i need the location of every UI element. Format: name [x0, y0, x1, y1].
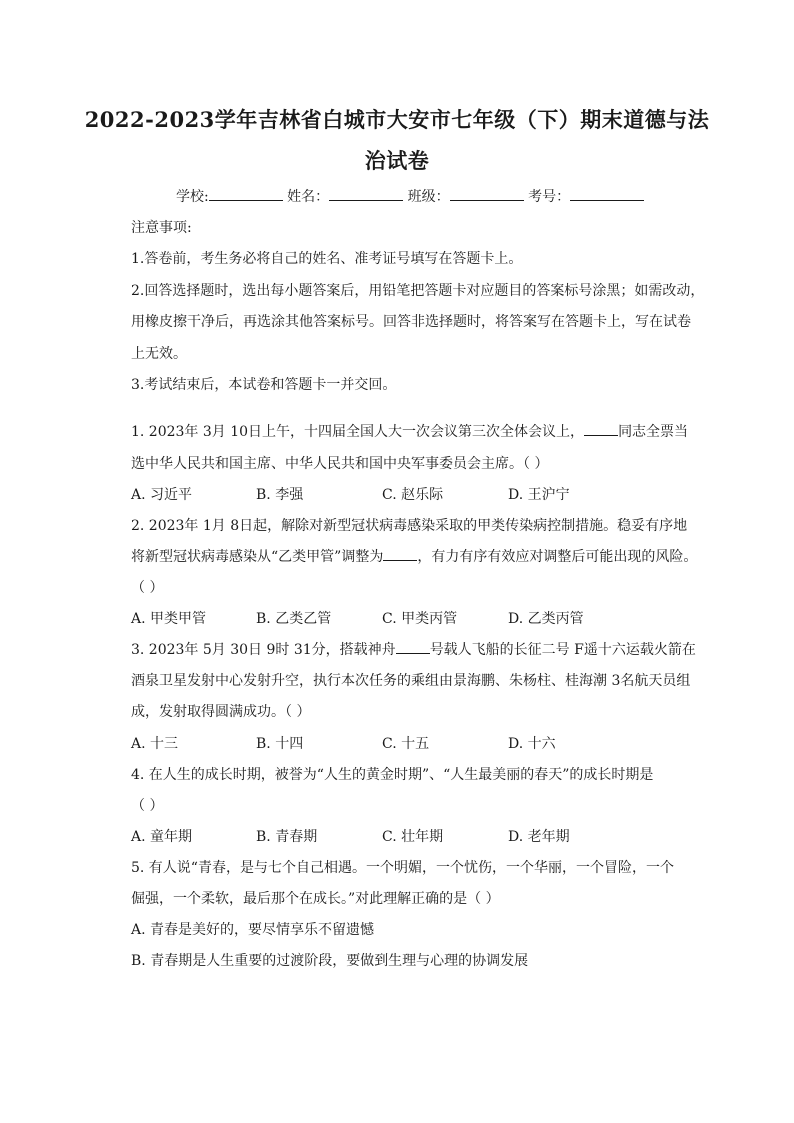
question-1-option-d: D. 王沪宁 [508, 487, 570, 503]
exam-title-line2: 治试卷 [364, 148, 430, 173]
question-3-option-c: C. 十五 [382, 736, 430, 752]
student-info-row [176, 186, 644, 206]
question-4-option-a: A. 童年期 [131, 829, 193, 845]
answer-blank [584, 423, 618, 436]
exam-no-blank [570, 188, 644, 201]
question-2-line-3: （ ） [131, 580, 164, 596]
question-3-line-1: 3. 2023年 5月 30日 9时 31分，搭载神舟 号载人飞船的长征二号 F遥十六运载火箭在 [131, 642, 696, 658]
question-5-line-1: 5. 有人说“青春，是与七个自己相遇。一个明媚，一个忧伤，一个华丽，一个冒险，一个 [131, 860, 674, 876]
question-2-option-d: D. 乙类丙管 [508, 611, 584, 627]
question-5-line-2: 倔强，一个柔软，最后那个在成长。”对此理解正确的是（ ） [131, 891, 500, 907]
class-label: 班级： [407, 189, 450, 205]
notice-item-3: 3.考试结束后，本试卷和答题卡一并交回。 [131, 377, 397, 393]
school-blank [209, 188, 283, 201]
question-2-line-2: 将新型冠状病毒感染从“乙类甲管”调整为 ，有力有序有效应对调整后可能出现的风险。 [131, 549, 698, 565]
notice-heading: 注意事项: [131, 220, 192, 236]
school-label: 学校: [176, 189, 209, 205]
question-2-option-c: C. 甲类丙管 [382, 611, 458, 627]
question-4-option-b: B. 青春期 [256, 829, 318, 845]
exam-no-label: 考号： [528, 189, 571, 205]
class-blank [450, 188, 524, 201]
question-4-line-1: 4. 在人生的成长时期，被誉为“人生的黄金时期”、“人生最美丽的春天”的成长时期是 [131, 767, 654, 783]
question-2-line-1: 2. 2023年 1月 8日起，解除对新型冠状病毒感染采取的甲类传染病控制措施。稳妥有序地 [131, 518, 688, 534]
answer-blank [396, 641, 430, 654]
question-3-option-b: B. 十四 [256, 736, 304, 752]
question-1-option-c: C. 赵乐际 [382, 487, 444, 503]
question-4-option-d: D. 老年期 [508, 829, 570, 845]
question-3-option-d: D. 十六 [508, 736, 556, 752]
question-1-option-a: A. 习近平 [131, 487, 193, 503]
question-4-option-c: C. 壮年期 [382, 829, 444, 845]
notice-item-2-line-1: 2.回答选择题时，选出每小题答案后，用铅笔把答题卡对应题目的答案标号涂黑；如需改动， [131, 283, 705, 299]
name-label: 姓名： [287, 189, 330, 205]
exam-title-line1: 2022-2023学年吉林省白城市大安市七年级（下）期末道德与法 [84, 107, 710, 132]
question-3-line-2: 酒泉卫星发射中心发射升空，执行本次任务的乘组由景海鹏、朱杨柱、桂海潮 3名航天员组 [131, 673, 691, 689]
question-4-line-2: （ ） [131, 798, 164, 814]
question-3-line-3: 成，发射取得圆满成功。（ ） [131, 704, 311, 720]
notice-item-2-line-2: 用橡皮擦干净后，再选涂其他答案标号。回答非选择题时，将答案写在答题卡上，写在试卷 [131, 314, 691, 330]
question-1-line-1: 1. 2023年 3月 10日上午，十四届全国人大一次会议第三次全体会议上， 同志全票当 [131, 424, 689, 440]
notice-item-2-line-3: 上无效。 [131, 346, 187, 362]
question-1-line-2: 选中华人民共和国主席、中华人民共和国中央军事委员会主席。（ ） [131, 456, 549, 472]
name-blank [329, 188, 403, 201]
notice-item-1: 1.答卷前，考生务必将自己的姓名、准考证号填写在答题卡上。 [131, 251, 523, 267]
question-5-option-b: B. 青春期是人生重要的过渡阶段，要做到生理与心理的协调发展 [131, 953, 529, 969]
question-3-option-a: A. 十三 [131, 736, 179, 752]
question-2-option-a: A. 甲类甲管 [131, 611, 207, 627]
answer-blank [383, 548, 417, 561]
question-2-option-b: B. 乙类乙管 [256, 611, 332, 627]
question-5-option-a: A. 青春是美好的，要尽情享乐不留遗憾 [131, 922, 375, 938]
question-1-option-b: B. 李强 [256, 487, 304, 503]
